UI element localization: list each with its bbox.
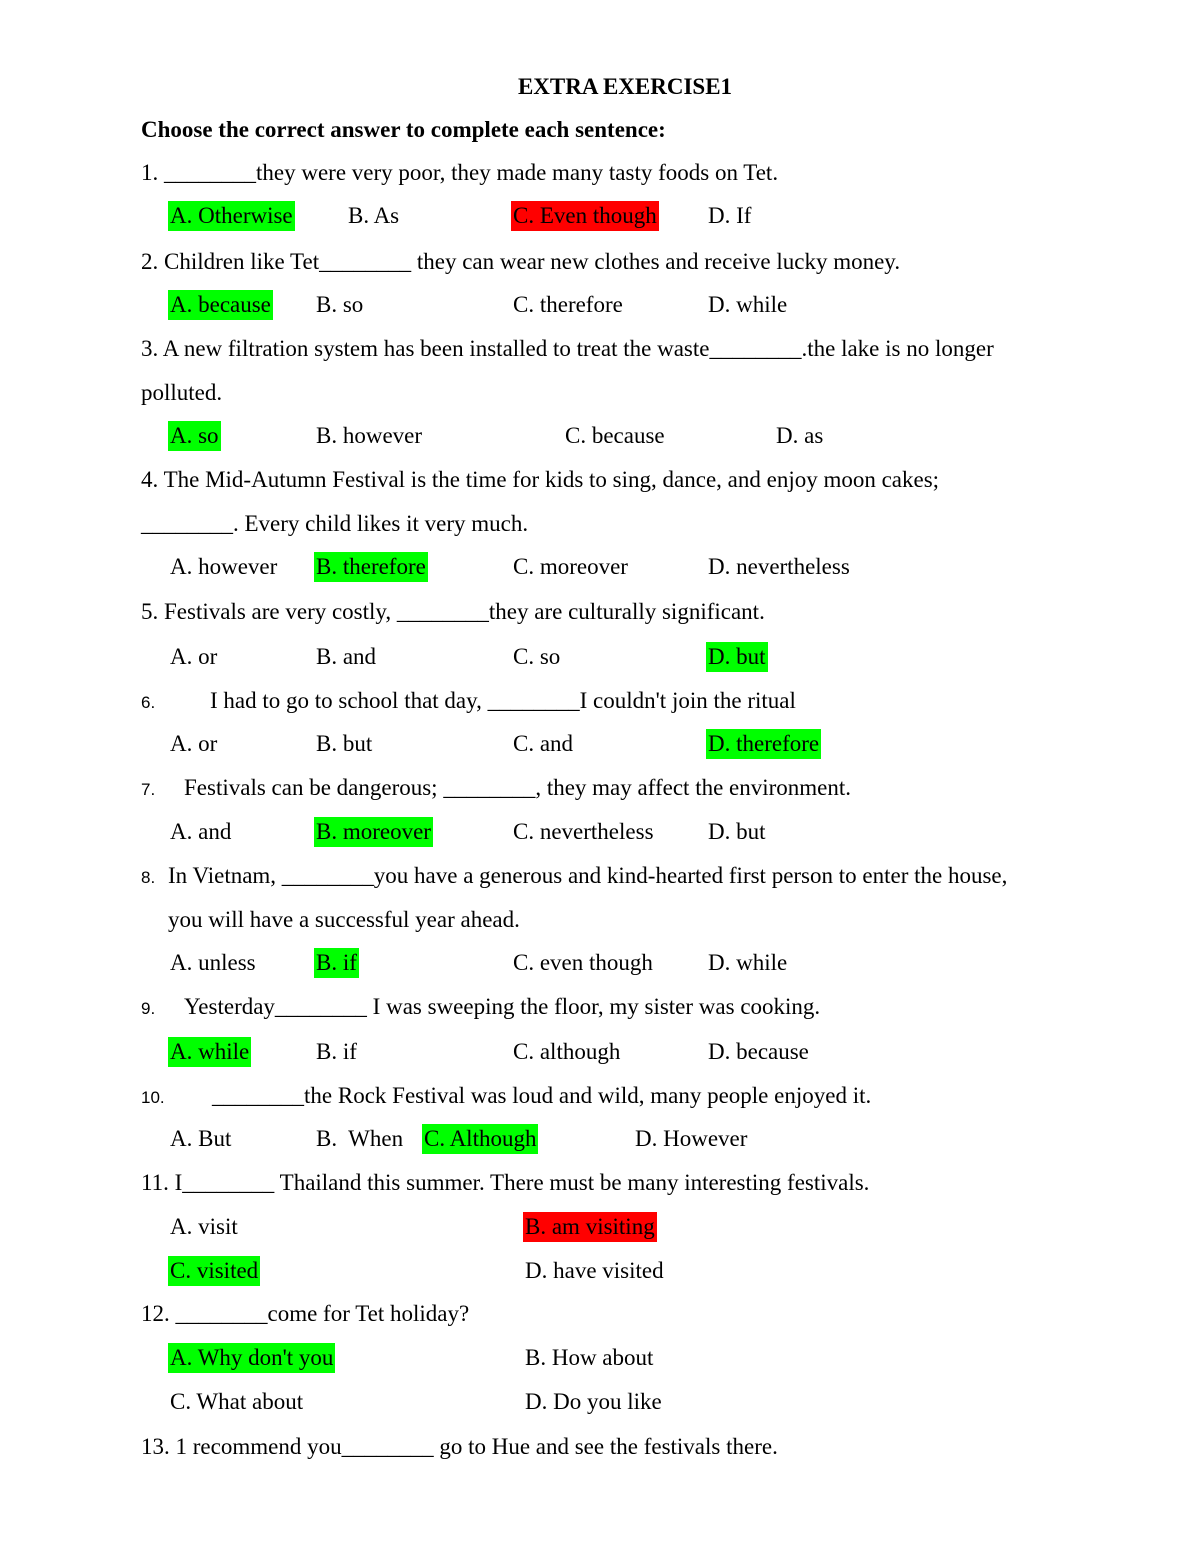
q7-option-b: B. moreover: [314, 817, 433, 847]
question-3: 3. A new filtration system has been installed to treat the waste________.the lake is no longer: [141, 336, 994, 361]
q11-option-c: C. visited: [168, 1256, 260, 1286]
q9-option-a: A. while: [168, 1037, 251, 1067]
question-2: 2. Children like Tet________ they can wear new clothes and receive lucky money.: [141, 249, 901, 274]
q1-option-c: C. Even though: [511, 201, 659, 231]
question-11: 11. I________ Thailand this summer. There must be many interesting festivals.: [141, 1170, 870, 1195]
question-9: Yesterday________ I was sweeping the floor, my sister was cooking.: [184, 994, 821, 1019]
q11-option-d: D. have visited: [525, 1258, 664, 1283]
question-5: 5. Festivals are very costly, ________they are culturally significant.: [141, 599, 765, 624]
q5-option-a: A. or: [170, 644, 218, 669]
instruction: Choose the correct answer to complete each sentence:: [141, 117, 666, 142]
q11-option-b: B. am visiting: [523, 1212, 657, 1242]
q6-option-d: D. therefore: [706, 729, 821, 759]
q6-option-b: B. but: [316, 731, 373, 756]
q3-option-a: A. so: [168, 421, 221, 451]
question-10-number: 10.: [141, 1088, 165, 1107]
q8-option-b: B. if: [314, 948, 359, 978]
q10-option-c: C. Although: [422, 1124, 538, 1154]
q3-option-b: B. however: [316, 423, 423, 448]
q9-option-d: D. because: [708, 1039, 809, 1064]
question-12: 12. ________come for Tet holiday?: [141, 1301, 470, 1326]
page-title: EXTRA EXERCISE1: [517, 74, 733, 99]
q12-option-d: D. Do you like: [525, 1389, 662, 1414]
q10-option-a: A. But: [170, 1126, 232, 1151]
question-13: 13. 1 recommend you________ go to Hue and see the festivals there.: [141, 1434, 778, 1459]
q7-option-a: A. and: [170, 819, 232, 844]
q6-option-c: C. and: [513, 731, 574, 756]
q4-option-d: D. nevertheless: [708, 554, 850, 579]
question-8-continued: you will have a successful year ahead.: [168, 907, 520, 932]
question-3-continued: polluted.: [141, 380, 223, 405]
question-6-number: 6.: [141, 693, 156, 712]
q4-option-b: B. therefore: [314, 552, 428, 582]
q9-option-c: C. although: [513, 1039, 621, 1064]
q2-option-b: B. so: [316, 292, 364, 317]
q1-option-a: A. Otherwise: [168, 201, 295, 231]
question-9-number: 9.: [141, 999, 156, 1018]
q12-option-c: C. What about: [170, 1389, 304, 1414]
question-8: In Vietnam, ________you have a generous and kind-hearted first person to enter the house,: [168, 863, 1008, 888]
q4-option-a: A. however: [170, 554, 278, 579]
question-7: Festivals can be dangerous; ________, they may affect the environment.: [184, 775, 852, 800]
q2-option-a: A. because: [168, 290, 273, 320]
q5-option-c: C. so: [513, 644, 561, 669]
question-4: 4. The Mid-Autumn Festival is the time for kids to sing, dance, and enjoy moon cakes;: [141, 467, 940, 492]
q12-option-a: A. Why don't you: [168, 1343, 335, 1373]
q10-option-b: B. When: [316, 1126, 404, 1151]
q1-option-b: B. As: [348, 203, 400, 228]
question-4-continued: ________. Every child likes it very much.: [141, 511, 529, 536]
q7-option-c: C. nevertheless: [513, 819, 654, 844]
q11-option-a: A. visit: [170, 1214, 238, 1239]
question-6: I had to go to school that day, ________I couldn't join the ritual: [210, 688, 796, 713]
question-8-number: 8.: [141, 868, 156, 887]
q5-option-d: D. but: [706, 642, 768, 672]
q6-option-a: A. or: [170, 731, 218, 756]
q2-option-d: D. while: [708, 292, 788, 317]
question-10: ________the Rock Festival was loud and wild, many people enjoyed it.: [212, 1083, 872, 1108]
q8-option-c: C. even though: [513, 950, 653, 975]
q3-option-c: C. because: [565, 423, 665, 448]
q4-option-c: C. moreover: [513, 554, 628, 579]
question-7-number: 7.: [141, 780, 156, 799]
q8-option-a: A. unless: [170, 950, 256, 975]
q2-option-c: C. therefore: [513, 292, 623, 317]
q10-option-d: D. However: [635, 1126, 748, 1151]
q7-option-d: D. but: [708, 819, 766, 844]
question-1: 1. ________they were very poor, they made many tasty foods on Tet.: [141, 160, 779, 185]
q5-option-b: B. and: [316, 644, 377, 669]
q3-option-d: D. as: [776, 423, 824, 448]
q8-option-d: D. while: [708, 950, 788, 975]
q12-option-b: B. How about: [525, 1345, 654, 1370]
q1-option-d: D. If: [708, 203, 752, 228]
q9-option-b: B. if: [316, 1039, 357, 1064]
